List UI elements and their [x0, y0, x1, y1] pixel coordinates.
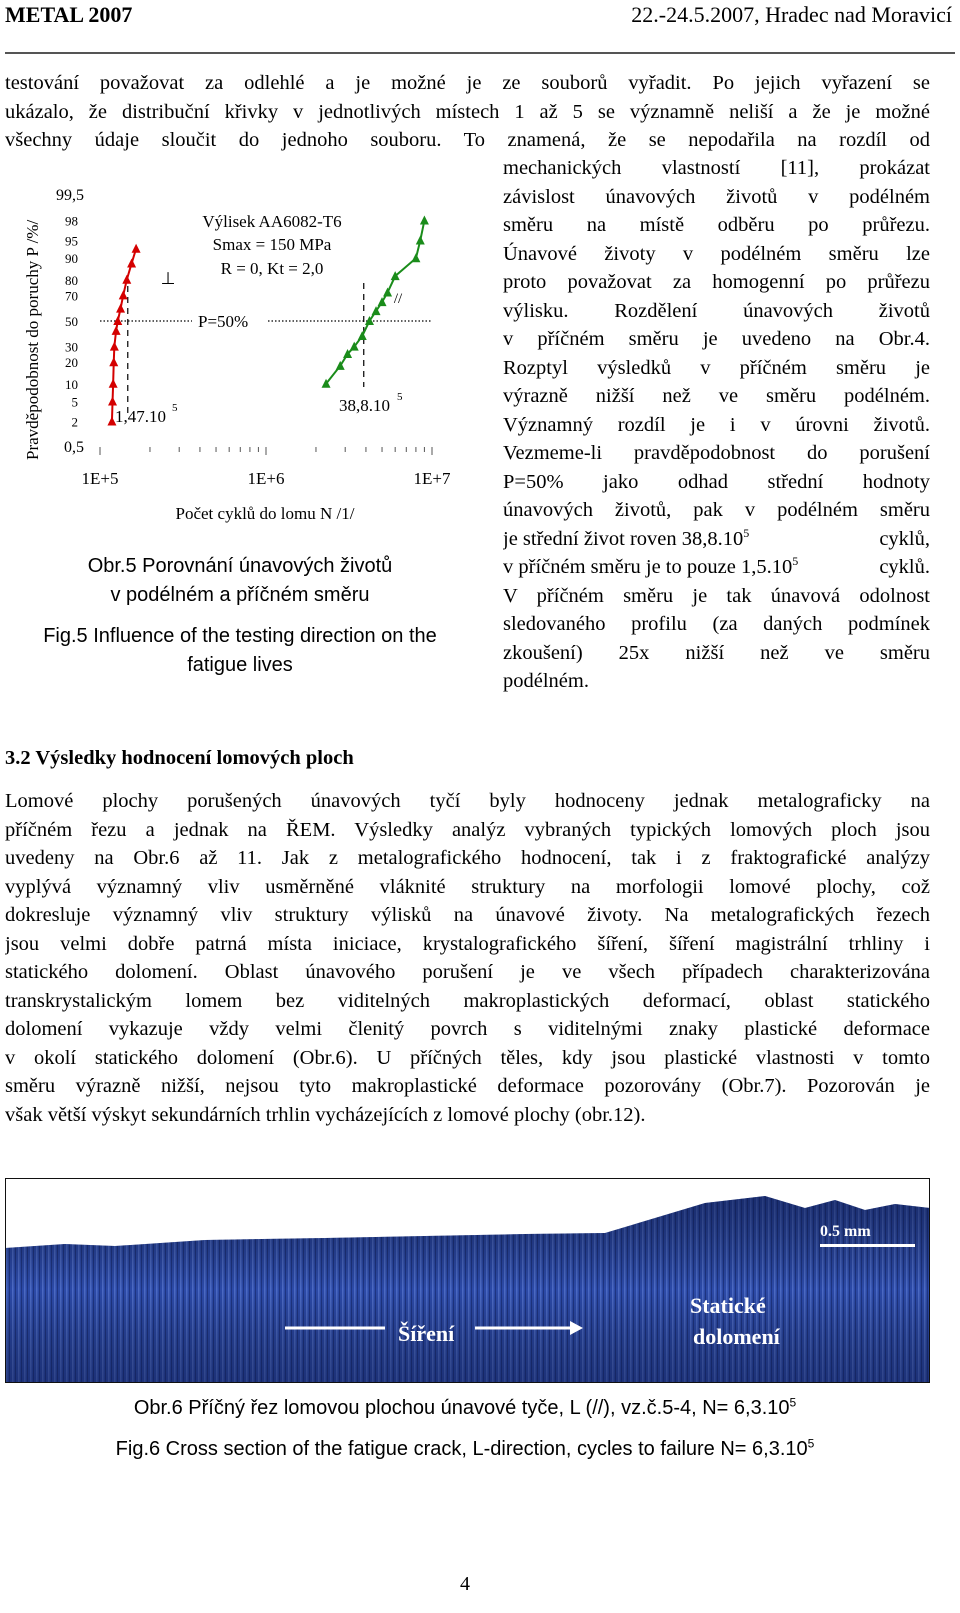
fig6-caption-en: Fig.6 Cross section of the fatigue crack, L-direction, cycles to failure $N= 6,3.10^5$ [115, 1436, 815, 1460]
label-scale: 0.5 mm [820, 1223, 871, 1240]
exponent: 5 [792, 554, 799, 569]
median-label-exponent: 5 [397, 391, 403, 403]
text-line: dolomení vykazuje vždy velmi členitý povrch s viditelnými znaky plastické deformace [5, 1018, 930, 1040]
text-line: závislost únavových životů v podélném [503, 185, 930, 208]
fig5-caption-en-2: fatigue lives [187, 654, 293, 676]
text-line: Únavové životy v podélném směru lze [503, 242, 930, 265]
exponent: 5 [789, 1395, 797, 1410]
text-line: směru na místě odběru po průřezu. [503, 214, 930, 236]
text-line: jsou velmi dobře patrná místa iniciace, krystalografického šíření, šíření magistrální trhliny i [5, 932, 930, 955]
y-tick-label: 98 [65, 213, 78, 229]
data-point-perpendicular [110, 342, 119, 351]
data-point-perpendicular [116, 304, 125, 313]
y-tick-label: 5 [71, 394, 78, 410]
series-line-perpendicular [112, 249, 136, 422]
data-point-parallel [358, 331, 367, 340]
text-line: výrazně nižší než ve směru podélném. [503, 385, 930, 407]
label-iniciace: Iniciace [30, 1192, 104, 1217]
y-tick-label: 99,5 [56, 187, 84, 204]
intro-line: ukázalo, že distribuční křivky v jednotlivých místech 1 až 5 se významně neliší a že je možné [5, 100, 930, 123]
intro-paragraph [5, 69, 930, 155]
data-point-perpendicular [109, 379, 118, 388]
x-axis-label: Počet cyklů do lomu N /1/ [175, 504, 355, 523]
text-line: směru výrazně nižší, nejsou tyto makroplastické deformace pozorovány (Obr.7). Pozorován je [5, 1075, 930, 1097]
data-point-parallel [383, 287, 392, 296]
text-line: mechanických vlastností [11], prokázat [503, 157, 930, 179]
annotation-material: Výlisek AA6082-T6 [202, 212, 342, 231]
text-line: příčném řezu a jednak na ŘEM. Výsledky analýz vybraných typických lomových ploch jsou [5, 818, 930, 841]
text-line: sledovaného profilu (za daných podmínek [503, 613, 930, 635]
intro-line: všechny údaje sloučit do jednoho souboru. To znamená, že se nepodařila na rozdíl od [5, 129, 930, 151]
data-point-parallel [420, 215, 429, 224]
series-line-parallel [326, 220, 424, 383]
y-axis-label: Pravděpodobnost do poruchy P /%/ [23, 219, 42, 460]
intro-line: testování považovat za odlehlé a je možné je ze souborů vyřadit. Po jejich vyřazení se [5, 72, 930, 94]
data-point-perpendicular [108, 397, 117, 406]
text-line: vyplývá významný vliv usměrněné vláknité struktury na morfologii lomové plochy, což [5, 875, 930, 898]
text-line: V příčném směru je tak únavová odolnost [503, 584, 930, 607]
data-point-perpendicular [109, 357, 118, 366]
y-tick-label: 80 [65, 272, 78, 288]
header-conference: METAL 2007 [5, 2, 133, 27]
page-number: 4 [460, 1573, 470, 1595]
label-staticke: Statické [690, 1293, 766, 1318]
text-line: zkoušení) 25x nižší než ve směru [503, 641, 930, 664]
text-line: uvedeny na Obr.6 až 11. Jak z metalografického hodnocení, tak i z fraktografické analýzy [5, 847, 930, 869]
median-label-parallel: 38,8.10 [339, 396, 390, 415]
y-tick-label: 50 [65, 314, 78, 329]
text-line: však větší výskyt sekundárních trhlin vycházejících z lomové plochy (obr.12). [5, 1103, 646, 1126]
y-tick-label: 90 [65, 251, 78, 267]
data-point-perpendicular [119, 290, 128, 299]
fig5-caption-cz: Obr.5 Porovnání únavových životů [87, 555, 393, 577]
section-paragraph [5, 787, 930, 1129]
micrograph-image [5, 1178, 930, 1383]
text-line: proto považovat za homogenní po průřezu [503, 271, 930, 293]
text-line: Vezmeme-li pravděpodobnost do porušení [503, 442, 930, 464]
section-heading: 3.2 Výsledky hodnocení lomových ploch [5, 747, 354, 769]
y-tick-label: 2 [71, 414, 78, 430]
exponent: 5 [743, 525, 750, 540]
median-label-exponent: 5 [172, 402, 178, 414]
text-line: únavových životů, pak v podélném směru [503, 499, 930, 521]
fatigue-probability-chart [0, 175, 500, 535]
label-dolomeni: dolomení [693, 1324, 780, 1349]
y-tick-label: 30 [65, 339, 78, 355]
y-tick-label: 20 [65, 355, 78, 371]
p50-label: P=50% [198, 312, 249, 331]
data-point-parallel [411, 253, 420, 262]
label-sireni: Šíření [398, 1321, 455, 1346]
data-point-perpendicular [127, 258, 136, 267]
text-line: Rozptyl výsledků v příčném směru je [503, 356, 930, 379]
annotation-params: R = 0, Kt = 2,0 [220, 259, 324, 278]
text-line: statického dolomení. Oblast únavového porušení je ve všech případech charakterizována [5, 961, 930, 983]
x-tick-label: 1E+5 [81, 469, 119, 488]
text-line-median-longitudinal: je střední život roven 38,8.10$^5$ cyklů, [503, 525, 930, 550]
right-column-paragraph [503, 154, 930, 696]
y-tick-label: 70 [65, 288, 78, 304]
text-line: v okolí statického dolomení (Obr.6). U příčných těles, kdy jsou plastické vlastnosti v tomto [5, 1046, 930, 1069]
text-line-median-transverse: v příčném směru je to pouze 1,5.10$^5$ cyklů. [503, 554, 930, 578]
y-tick-label: 95 [65, 233, 78, 249]
fig5-caption [5, 552, 475, 680]
text-line: podélném. [503, 670, 589, 692]
exponent: 5 [807, 1436, 815, 1451]
text-line: výlisku. Rozdělení únavových životů [503, 299, 930, 322]
header-date-place: 22.-24.5.2007, Hradec nad Moravicí [631, 2, 952, 27]
fig5-caption-cz-2: v podélném a příčném směru [110, 584, 370, 606]
data-point-perpendicular [112, 326, 121, 335]
data-point-perpendicular [132, 244, 141, 253]
text-line: Lomové plochy porušených únavových tyčí byly hodnoceny jednak metalograficky na [5, 790, 930, 812]
fig5-caption-en: Fig.5 Influence of the testing direction on the [43, 625, 437, 647]
parallel-symbol: // [393, 291, 403, 307]
text-line: v příčném směru je uvedeno na Obr.4. [503, 328, 930, 350]
annotation-smax: Smax = 150 MPa [212, 235, 332, 254]
median-label-perpendicular: 1,47.10 [115, 407, 166, 426]
data-point-perpendicular [122, 275, 131, 284]
x-tick-label: 1E+7 [413, 469, 451, 488]
scale-bar [820, 1244, 915, 1247]
text-line: Významný rozdíl je i v úrovni životů. [503, 413, 930, 436]
x-tick-label: 1E+6 [247, 469, 285, 488]
perpendicular-symbol: ⊥ [160, 269, 176, 288]
y-tick-label: 10 [65, 376, 78, 392]
text-line: P=50% jako odhad střední hodnoty [503, 470, 930, 493]
text-line: dokresluje významný vliv struktury výlisků na únavové životy. Na metalografických řezech [5, 904, 930, 926]
fig6-caption-cz: Obr.6 Příčný řez lomovou plochou únavové tyče, L (//), vz.č.5-4, $N= 6,3.10^5$ [133, 1395, 797, 1419]
text-line: transkrystalickým lomem bez viditelných makroplastických deformací, oblast statického [5, 989, 930, 1012]
y-tick-label: 0,5 [64, 439, 84, 456]
header-rule [5, 52, 955, 54]
fracture-micrograph [5, 1178, 930, 1383]
data-point-parallel [416, 235, 425, 244]
